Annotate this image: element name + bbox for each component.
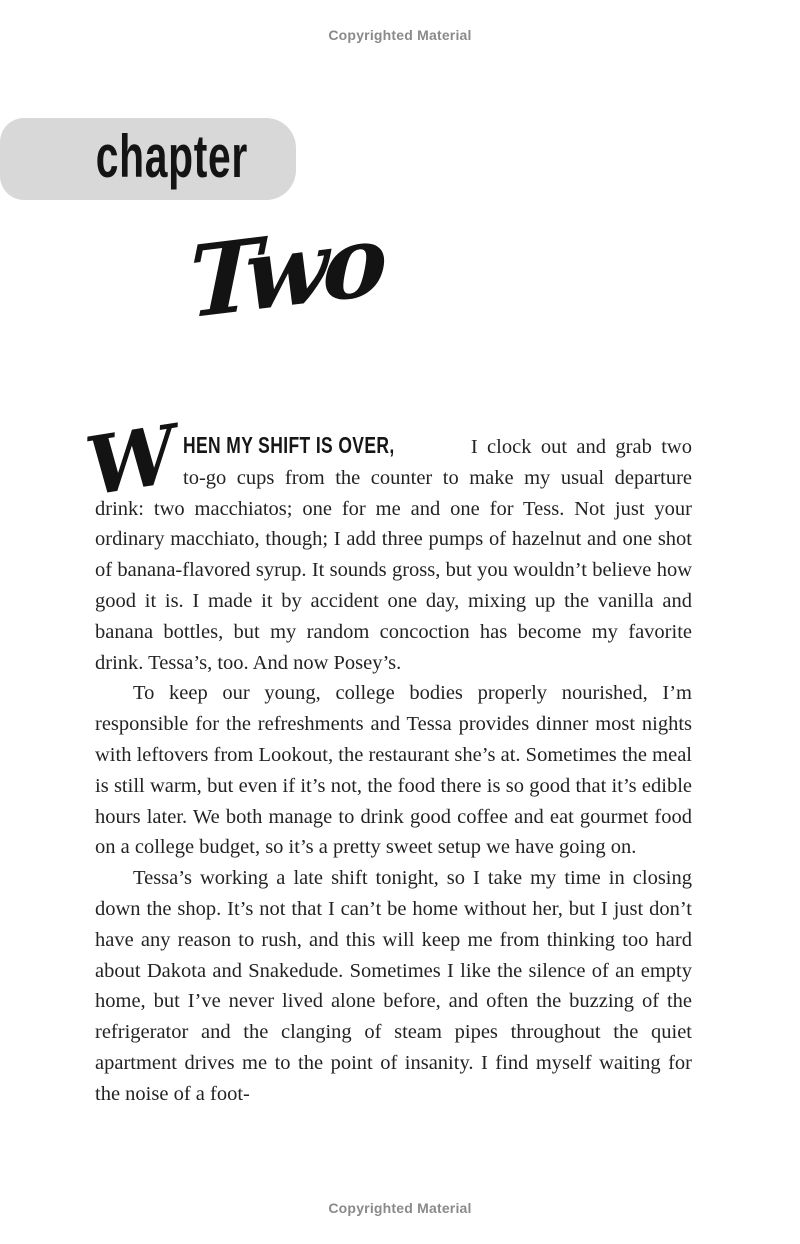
dropcap-w bbox=[79, 406, 184, 514]
paragraph: Tessa’s working a late shift tonight, so I take my time in closing down the shop. It’s not that I can’t be home without her, but I just don’t have any reason to rush, and this will keep me from thinking too hard about Dakota and Snakedude. Sometimes I like the silence of an empty home, but I’ve never lived alone before, and often the buzzing of the refrigerator and the clanging of steam pipes throughout the quiet apartment drives me to the point of insanity. I find myself waiting for the noise of a foot- bbox=[95, 867, 692, 1105]
paragraph: To keep our young, college bodies properly nourished, I’m responsible for the refreshments and Tessa provides dinner most nights with leftovers from Lookout, the restaurant she’s at. Sometimes the meal is still warm, but even if it’s not, the food there is so good that it’s edible hours later. We both manage to drink good coffee and eat gourmet food on a college budget, so it’s a pretty sweet setup we have going on. bbox=[95, 682, 692, 859]
chapter-number-svg bbox=[178, 202, 418, 342]
paragraph-opening bbox=[79, 406, 692, 678]
copyright-notice-top: Copyrighted Material bbox=[328, 27, 472, 43]
opening-small-caps: HEN MY SHIFT IS OVER, bbox=[183, 432, 395, 458]
chapter-number-text: Two bbox=[187, 202, 383, 342]
dropcap-text: W bbox=[79, 406, 184, 514]
chapter-label-tab bbox=[0, 118, 296, 200]
chapter-number-script bbox=[178, 202, 418, 342]
copyright-notice-bottom: Copyrighted Material bbox=[328, 1200, 472, 1216]
paragraph-text: I clock out and grab two to-go cups from the counter to make my usual departure drink: two macchiatos; one for me and one for Tess. Not just your ordinary macchiato, though; I add three pumps of hazelnut and one shot of banana-flavored syrup. It sounds gross, but you wouldn’t believe how good it is. I made it by accident one day, mixing up the vanilla and banana bottles, but my random concoction has become my favorite drink. Tessa’s, too. And now Posey’s. bbox=[95, 436, 692, 674]
page-body bbox=[79, 406, 692, 1110]
chapter-label: chapter bbox=[95, 123, 249, 190]
dropcap-svg bbox=[79, 406, 184, 514]
